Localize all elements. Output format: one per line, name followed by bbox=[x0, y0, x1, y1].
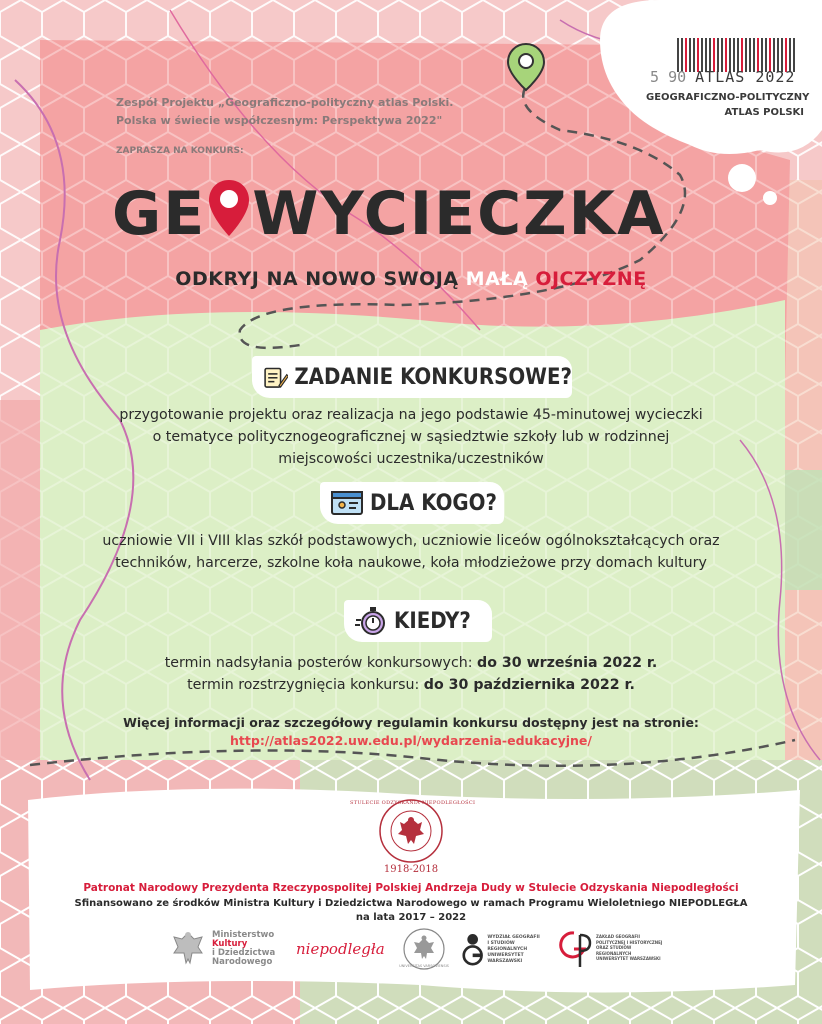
stopwatch-icon bbox=[354, 604, 388, 638]
when-line1 bbox=[60, 652, 762, 674]
seal-text: STULECIE ODZYSKANIA NIEPODLEGŁOŚCI bbox=[350, 800, 476, 806]
wydzial-line1: WYDZIAŁ GEOGRAFII bbox=[487, 935, 540, 940]
title-part1: GE bbox=[112, 179, 207, 249]
website-link[interactable]: http://atlas2022.uw.edu.pl/wydarzenia-edukacyjne/ bbox=[230, 733, 592, 748]
task-line1: przygotowanie projektu oraz realizacja na jego podstawie 45-minutowej wycieczki bbox=[119, 407, 703, 423]
when-heading bbox=[344, 600, 492, 642]
intro-line2: Polska w świecie współczesnym: Perspektywa 2022" bbox=[116, 114, 443, 127]
when-line1-label: termin nadsyłania posterów konkursowych: bbox=[164, 655, 478, 671]
who-line1: uczniowie VII i VIII klas szkół podstawowych, uczniowie liceów ogólnokształcących oraz bbox=[102, 533, 720, 549]
faculty-globe-icon bbox=[462, 930, 483, 970]
zaklad-line3: ORAZ STUDIÓW REGIONALNYCH bbox=[595, 945, 632, 956]
when-body bbox=[60, 652, 762, 696]
subtitle-part3: OJCZYZNĘ bbox=[528, 268, 647, 290]
when-line2 bbox=[60, 674, 762, 696]
subtitle bbox=[0, 268, 822, 290]
independence-seal-icon bbox=[376, 798, 446, 864]
more-info: Więcej informacji oraz szczegółowy regulamin konkursu dostępny jest na stronie: bbox=[123, 715, 699, 730]
id-card-icon bbox=[330, 486, 364, 520]
location-pin-icon bbox=[207, 178, 251, 238]
uw-text: UNIVERSITAS VARSOVIENSIS bbox=[399, 964, 449, 968]
subtitle-part2: MAŁĄ bbox=[465, 268, 529, 290]
financing-line1: Sfinansowano ze środków Ministra Kultury i Dziedzictwa Narodowego w ramach Programu Wieloletniego NIEPODLEGŁA bbox=[74, 898, 748, 909]
wydzial-line2: I STUDIÓW REGIONALNYCH bbox=[487, 941, 528, 952]
task-heading bbox=[252, 356, 572, 398]
subtitle-part1: ODKRYJ NA NOWO SWOJĄ bbox=[175, 268, 466, 290]
logo-number-90: 90 bbox=[668, 68, 687, 86]
ministry-line3: i Dziedzictwa bbox=[212, 948, 276, 958]
who-heading-label: DLA KOGO? bbox=[370, 490, 497, 516]
zaklad-line4: UNIWERSYTET WARSZAWSKI bbox=[595, 956, 661, 962]
notepad-pencil-icon bbox=[262, 360, 288, 394]
eagle-emblem-icon bbox=[170, 929, 206, 969]
who-line2: techników, harcerze, szkolne koła naukowe, koła młodzieżowe przy domach kultury bbox=[115, 555, 707, 571]
zaklad-logo bbox=[558, 926, 668, 970]
who-heading bbox=[320, 482, 504, 524]
logo-line1: GEOGRAFICZNO-POLITYCZNY bbox=[646, 92, 810, 103]
when-heading-label: KIEDY? bbox=[394, 608, 471, 634]
when-line2-label: termin rozstrzygnięcia konkursu: bbox=[187, 677, 424, 693]
page-title bbox=[112, 178, 712, 249]
title-part2: WYCIECZKA bbox=[252, 179, 666, 249]
when-line2-value: do 30 października 2022 r. bbox=[423, 677, 635, 693]
intro-line1: Zespół Projektu „Geograficzno-polityczny atlas Polski. bbox=[116, 96, 454, 109]
patronat-text: Patronat Narodowy Prezydenta Rzeczypospolitej Polskiej Andrzeja Dudy w Stulecie Odzyskania Niepodległości bbox=[83, 882, 739, 894]
logo-atlas-year: ATLAS 2022 bbox=[695, 68, 796, 86]
task-heading-label: ZADANIE KONKURSOWE? bbox=[294, 364, 572, 390]
wydzial-logo bbox=[462, 928, 552, 972]
ministry-logo bbox=[170, 928, 280, 970]
zaklad-line1: ZAKŁAD GEOGRAFII bbox=[595, 934, 641, 940]
when-line1-value: do 30 września 2022 r. bbox=[477, 655, 658, 671]
seal-years: 1918-2018 bbox=[383, 864, 439, 875]
barcode-icon bbox=[652, 38, 802, 72]
ministry-line2: Kultury bbox=[212, 939, 248, 949]
task-line3: miejscowości uczestnika/uczestników bbox=[278, 451, 544, 467]
niepodlegla-logo: niepodległa bbox=[296, 940, 385, 958]
ministry-line4: Narodowego bbox=[212, 957, 273, 967]
logo-line2: ATLAS POLSKI bbox=[724, 107, 804, 118]
task-line2: o tematyce politycznogeograficznej w sąsiedztwie szkoły lub w rodzinnej bbox=[152, 429, 670, 445]
who-body bbox=[60, 530, 762, 574]
uw-logo bbox=[399, 926, 449, 972]
wydzial-line3: UNIWERSYTET WARSZAWSKI bbox=[487, 953, 524, 964]
zaklad-line2: POLITYCZNEJ I HISTORYCZNEJ bbox=[595, 939, 663, 945]
task-body bbox=[60, 404, 762, 470]
ministry-line1: Ministerstwo bbox=[212, 930, 275, 940]
zaklad-gp-icon bbox=[558, 927, 592, 969]
intro-invite: ZAPRASZA NA KONKURS: bbox=[116, 146, 244, 156]
logo-number-5: 5 bbox=[650, 68, 660, 86]
financing-line2: na lata 2017 – 2022 bbox=[355, 912, 467, 923]
atlas-logo bbox=[646, 38, 810, 128]
